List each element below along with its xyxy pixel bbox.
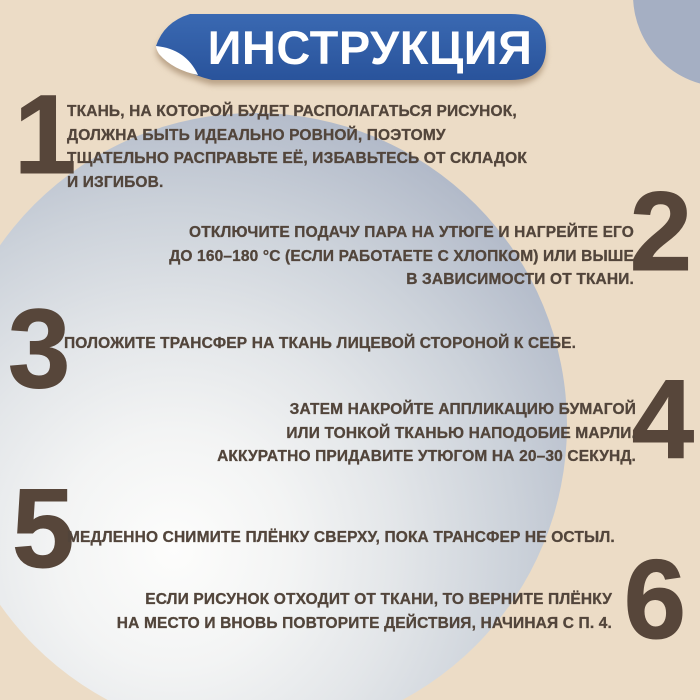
step-3-line-1: ПОЛОЖИТЕ ТРАНСФЕР НА ТКАНЬ ЛИЦЕВОЙ СТОРОНОЙ К СЕБЕ. (64, 335, 577, 352)
step-2-line-1: ОТКЛЮЧИТЕ ПОДАЧУ ПАРА НА УТЮГЕ И НАГРЕЙТЕ ЕГО (189, 224, 634, 241)
top-right-circle (633, 0, 700, 87)
step-6-line-1: ЕСЛИ РИСУНОК ОТХОДИТ ОТ ТКАНИ, ТО ВЕРНИТЕ ПЛЁНКУ (145, 591, 612, 608)
step-2-line-3: В ЗАВИСИМОСТИ ОТ ТКАНИ. (406, 271, 634, 288)
step-3-text (64, 332, 689, 356)
header-banner (148, 14, 550, 84)
step-2-line-2: ДО 160–180 °С (ЕСЛИ РАБОТАЕТЕ С ХЛОПКОМ) ИЛИ ВЫШЕ (169, 247, 634, 265)
step-1-number: 1 (14, 72, 77, 197)
step-4-line-2: ИЛИ ТОНКОЙ ТКАНЬЮ НАПОДОБИЕ МАРЛИ. (286, 424, 636, 442)
step-4-line-3: АККУРАТНО ПРИДАВИТЕ УТЮГОМ НА 20–30 СЕКУНД. (217, 448, 636, 465)
step-2-text (34, 221, 634, 292)
step-6-line-2: НА МЕСТО И ВНОВЬ ПОВТОРИТЕ ДЕЙСТВИЯ, НАЧИНАЯ С П. 4. (116, 614, 612, 632)
step-4-number: 4 (631, 357, 694, 482)
step-1-line-3: ТЩАТЕЛЬНО РАСПРАВЬТЕ ЕЁ, ИЗБАВЬТЕСЬ ОТ СКЛАДОК (67, 150, 527, 167)
step-5-number: 5 (12, 466, 75, 591)
step-5-text (67, 526, 697, 550)
step-5-line-1: МЕДЛЕННО СНИМИТЕ ПЛЁНКУ СВЕРХУ, ПОКА ТРАНСФЕР НЕ ОСТЫЛ. (67, 529, 615, 546)
step-4-text (56, 398, 636, 469)
step-1-line-1: ТКАНЬ, НА КОТОРОЙ БУДЕТ РАСПОЛАГАТЬСЯ РИСУНОК, (67, 103, 517, 120)
step-6-text (32, 588, 612, 635)
step-3-number: 3 (8, 286, 71, 411)
page-title: ИНСТРУКЦИЯ (207, 20, 533, 74)
step-2-number: 2 (629, 169, 692, 294)
step-6-number: 6 (623, 537, 686, 662)
step-1-line-2: ДОЛЖНА БЫТЬ ИДЕАЛЬНО РОВНОЙ, ПОЭТОМУ (67, 126, 446, 144)
step-4-line-1: ЗАТЕМ НАКРОЙТЕ АППЛИКАЦИЮ БУМАГОЙ (289, 401, 636, 418)
step-1-line-4: И ИЗГИБОВ. (67, 173, 164, 191)
step-1-text (67, 100, 592, 194)
